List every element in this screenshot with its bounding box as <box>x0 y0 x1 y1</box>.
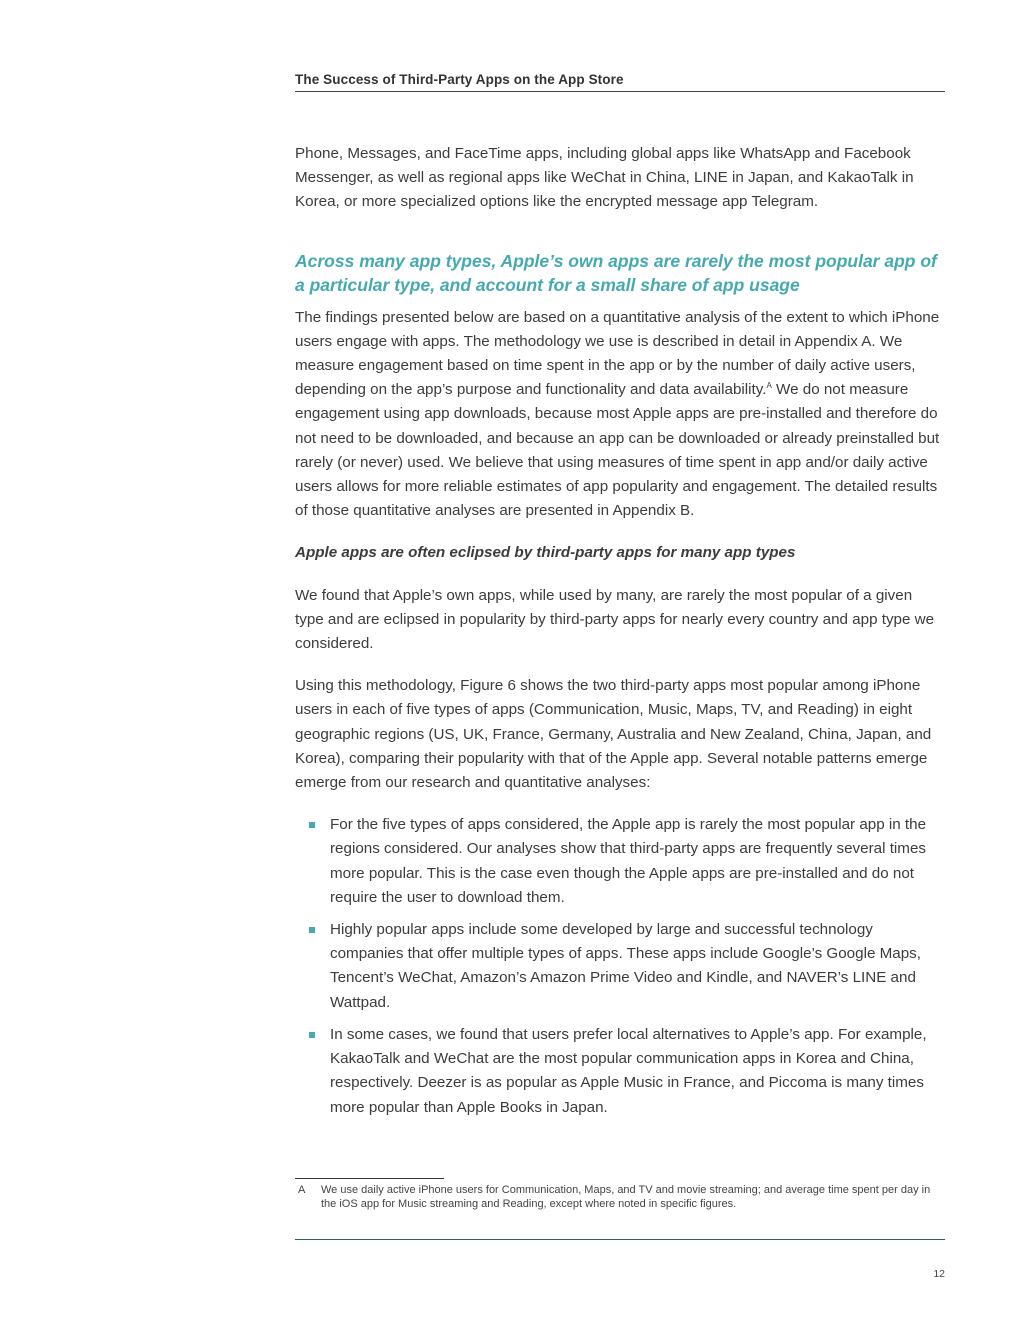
page-header: The Success of Third-Party Apps on the App Store <box>295 72 945 92</box>
bullet-square-icon <box>309 1032 315 1038</box>
list-item <box>295 1023 945 1120</box>
subheading: Apple apps are often eclipsed by third-party apps for many app types <box>295 544 796 562</box>
intro-paragraph: Phone, Messages, and FaceTime apps, including global apps like WhatsApp and Facebook Messenger, as well as regional apps like WeChat in China, LINE in Japan, and KakaoTalk in Korea, or more specialized options like the encrypted message app Telegram. <box>295 145 914 211</box>
methodology-paragraph <box>295 306 945 524</box>
bullet-square-icon <box>309 927 315 933</box>
list-item-text: Highly popular apps include some developed by large and successful technology companies that offer multiple types of apps. These apps include Google’s Google Maps, Tencent’s WeChat, Amazon’s Amazon Prime Video and Kindle, and NAVER’s LINE and Wattpad. <box>330 921 921 1011</box>
footer-divider <box>295 1239 945 1240</box>
list-item-text: In some cases, we found that users prefer local alternatives to Apple’s app. For example, KakaoTalk and WeChat are the most popular communication apps in Korea and China, respectively. Deezer is as popular as Apple Music in France, and Piccoma is many times more popular than Apple Books in Japan. <box>330 1025 927 1116</box>
methodology-text: The findings presented below are based on a quantitative analysis of the extent to which iPhone users engage with apps. The methodology we use is described in detail in Appendix A. We measure engagement based on time spent in the app or by the number of daily active users, depending on the app’s purpose and functionality and data availability. <box>295 308 940 399</box>
footnote-divider <box>295 1178 444 1179</box>
list-item <box>295 813 945 910</box>
footnote-reference[interactable]: A <box>766 381 772 391</box>
main-content <box>295 142 945 1128</box>
page-number: 12 <box>933 1268 945 1280</box>
methodology-text-continued: We do not measure engagement using app downloads, because most Apple apps are pre-installed and therefore do not need to be downloaded, and because an app can be downloaded or already preinstalled but rarely (or never) used. We believe that using measures of time spent in app and/or daily active users allows for more reliable estimates of app popularity and engagement. The detailed results of those quantitative analyses are presented in Appendix B. <box>295 381 940 520</box>
bullet-square-icon <box>309 822 315 828</box>
figure-paragraph: Using this methodology, Figure 6 shows the two third-party apps most popular among iPhone users in each of five types of apps (Communication, Music, Maps, TV, and Reading) in eight geographic regions (US, UK, France, Germany, Australia and New Zealand, China, Japan, and Korea), comparing their popularity with that of the Apple app. Several notable patterns emerge emerge from our research and quantitative analyses: <box>295 677 932 792</box>
footnote-text: We use daily active iPhone users for Communication, Maps, and TV and movie streaming; and average time spent per day in the iOS app for Music streaming and Reading, except where noted in specific figures. <box>321 1184 931 1210</box>
findings-list <box>295 813 945 1119</box>
findings-paragraph: We found that Apple’s own apps, while used by many, are rarely the most popular of a given type and are eclipsed in popularity by third-party apps for nearly every country and app type we considered. <box>295 586 935 653</box>
list-item-text: For the five types of apps considered, the Apple app is rarely the most popular app in the regions considered. Our analyses show that third-party apps are frequently several times more popular. This is the case even though the Apple apps are pre-installed and do not require the user to download them. <box>330 816 927 906</box>
list-item <box>295 918 945 1015</box>
section-heading: Across many app types, Apple’s own apps are rarely the most popular app of a particular type, and account for a small share of app usage <box>295 250 937 296</box>
footnote-label: A <box>298 1184 306 1196</box>
footnote <box>295 1184 945 1211</box>
